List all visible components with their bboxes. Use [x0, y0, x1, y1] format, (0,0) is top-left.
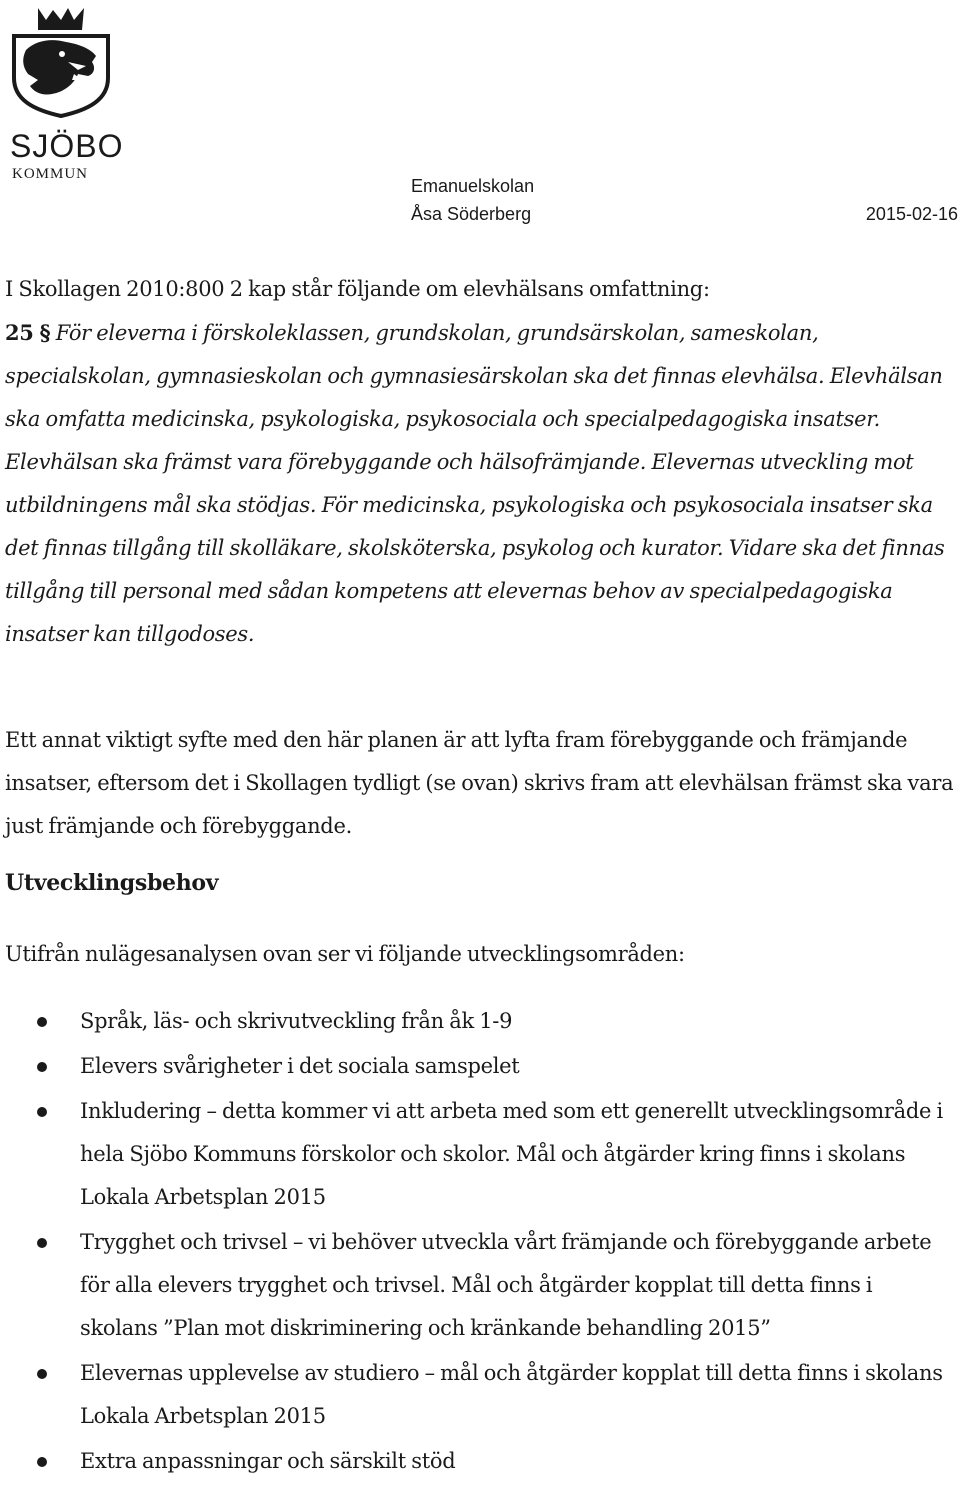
list-item-text: Elevers svårigheter i det sociala samspelet [80, 1054, 520, 1078]
list-item [0, 1221, 950, 1350]
list-item-text: Inkludering – detta kommer vi att arbeta med som ett generellt utvecklingsområde i hela Sjöbo Kommuns förskolor och skolor. Mål och åtgärder kring finns i skolans Lokala Arbetsplan 2015 [80, 1099, 943, 1209]
school-name: Emanuelskolan [411, 176, 535, 196]
logo-text-bottom: KOMMUN [12, 166, 89, 182]
bullet-icon [37, 1107, 47, 1117]
bullet-icon [37, 1369, 47, 1379]
list-item [0, 1000, 950, 1043]
logo-text-top: SJÖBO [10, 128, 124, 164]
bullet-icon [37, 1062, 47, 1072]
list-item [0, 1352, 950, 1438]
development-areas-list [0, 1000, 950, 1485]
law-intro: I Skollagen 2010:800 2 kap står följande om elevhälsans omfattning: [5, 277, 710, 301]
bullet-icon [37, 1238, 47, 1248]
law-quote: För eleverna i förskoleklassen, grundskolan, grundsärskolan, sameskolan, specialskolan, gymnasieskolan och gymnasiesärskolan ska det finnas elevhälsa. Elevhälsan ska omfatta medicinska, psykologiska, psykosociala och specialpedagogiska insatser. Elevhälsan ska främst vara förebyggande och hälsofrämjande. Elevernas utveckling mot utbildningens mål ska stödjas. För medicinska, psykologiska och psykosociala insatser ska det finnas tillgång till skolläkare, skolsköterska, psykolog och kurator. Vidare ska det finnas tillgång till personal med sådan kompetens att elevernas behov av specialpedagogiska insatser kan tillgodoses. [5, 321, 945, 646]
list-item-text: Extra anpassningar och särskilt stöd [80, 1449, 456, 1473]
development-intro: Utifrån nulägesanalysen ovan ser vi följande utvecklingsområden: [5, 942, 685, 966]
law-paragraph [5, 268, 955, 656]
bullet-icon [37, 1457, 47, 1467]
author-name: Åsa Söderberg [411, 204, 532, 224]
list-item-text: Elevernas upplevelse av studiero – mål och åtgärder kopplat till detta finns i skolans Lokala Arbetsplan 2015 [80, 1361, 943, 1428]
list-item-text: Trygghet och trivsel – vi behöver utveckla vårt främjande och förebyggande arbete för alla elevers trygghet och trivsel. Mål och åtgärder kopplat till detta finns i skolans ”Plan mot diskriminering och kränkande behandling 2015” [80, 1230, 932, 1340]
list-item [0, 1045, 950, 1088]
list-item [0, 1090, 950, 1219]
list-item [0, 1440, 950, 1483]
section-heading: Utvecklingsbehov [5, 870, 219, 896]
sjobo-kommun-logo [8, 4, 124, 186]
paragraph-number: 25 § [5, 320, 51, 345]
purpose-paragraph: Ett annat viktigt syfte med den här planen är att lyfta fram förebyggande och främjande insatser, eftersom det i Skollagen tydligt (se ovan) skrivs fram att elevhälsan främst ska vara just främjande och förebyggande. [5, 728, 954, 838]
list-item-text: Språk, läs- och skrivutveckling från åk 1-9 [80, 1009, 513, 1033]
document-date: 2015-02-16 [865, 204, 958, 224]
bullet-icon [37, 1017, 47, 1027]
